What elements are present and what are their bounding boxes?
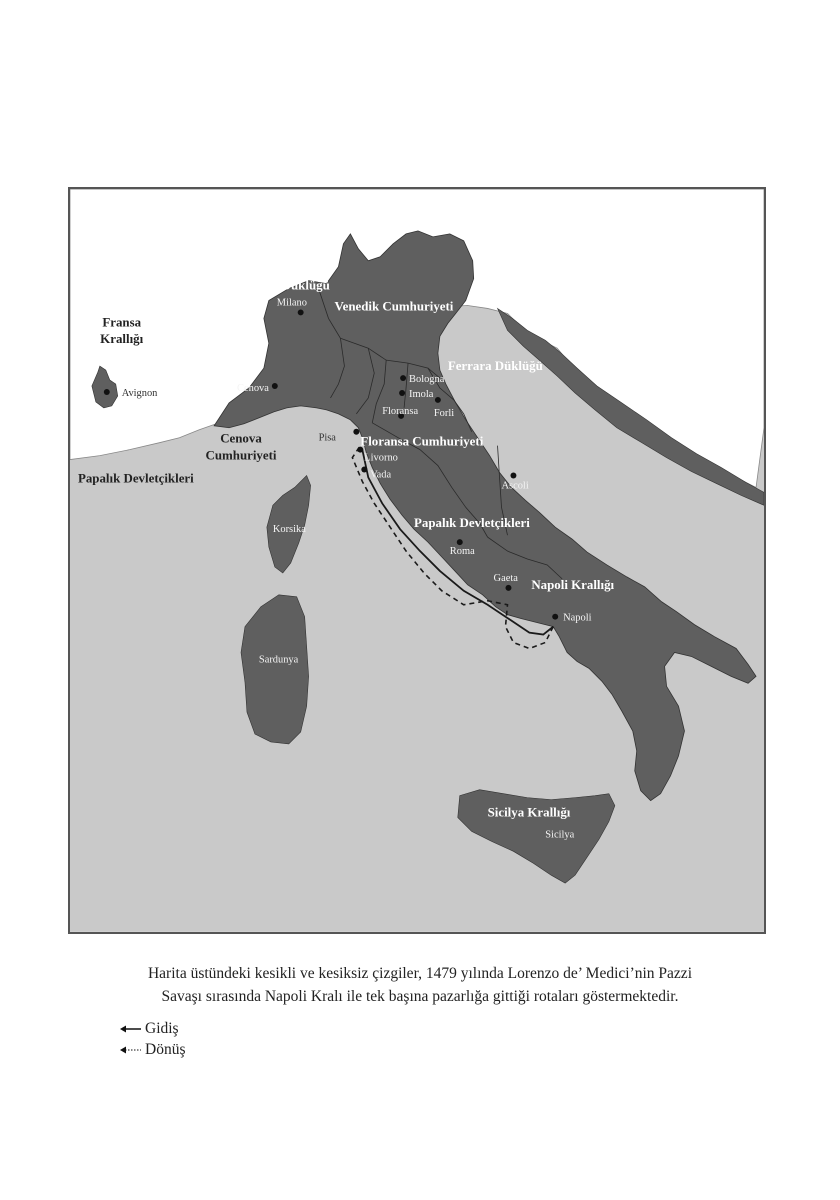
label-fransa-1: Fransa bbox=[102, 314, 142, 330]
dot-napoli bbox=[552, 614, 558, 620]
label-cenova-2: Cumhuriyeti bbox=[205, 447, 277, 463]
label-venedik: Venedik Cumhuriyeti bbox=[334, 298, 454, 314]
label-milano: Milano bbox=[276, 297, 307, 309]
dot-forli bbox=[435, 397, 441, 403]
label-ascoli: Ascoli bbox=[501, 480, 529, 492]
label-vada: Vada bbox=[370, 469, 392, 481]
legend-return-label: Dönüş bbox=[145, 1041, 186, 1058]
legend-return bbox=[120, 1039, 185, 1060]
dot-roma bbox=[457, 539, 463, 545]
label-imola: Imola bbox=[409, 388, 434, 400]
label-gaeta: Gaeta bbox=[493, 572, 518, 584]
label-roma: Roma bbox=[449, 546, 475, 558]
dot-cenova bbox=[272, 383, 278, 389]
dashed-arrow-icon bbox=[120, 1045, 142, 1055]
caption-line-2: Savaşı sırasında Napoli Kralı ile tek başına pazarlığa gittiği rotaları göstermektedir. bbox=[161, 988, 679, 1005]
dot-pisa bbox=[353, 429, 359, 435]
label-napoli-kingdom: Napoli Krallığı bbox=[531, 576, 615, 592]
caption-line-1: Harita üstündeki kesikli ve kesiksiz çizgiler, 1479 yılında Lorenzo de’ Medici’nin Pazzi bbox=[147, 965, 692, 982]
map-caption bbox=[60, 962, 780, 1008]
label-korsika: Korsika bbox=[272, 524, 306, 536]
label-sardunya: Sardunya bbox=[258, 654, 299, 666]
label-sicilya: Sicilya bbox=[545, 829, 575, 841]
map-frame bbox=[68, 187, 766, 934]
label-cenova: Cenova bbox=[237, 382, 269, 394]
dot-ascoli bbox=[510, 473, 516, 479]
label-milano-duchy: Milano Düklüğü bbox=[239, 277, 330, 293]
label-avignon: Avignon bbox=[121, 387, 158, 399]
label-cenova-1: Cenova bbox=[220, 430, 262, 446]
label-floransa-rep: Floransa Cumhuriyeti bbox=[360, 433, 484, 449]
label-papalik: Papalık Devletçikleri bbox=[414, 515, 530, 531]
dot-vada bbox=[361, 467, 367, 473]
legend-outbound-label: Gidiş bbox=[145, 1020, 179, 1037]
label-sicilya-kingdom: Sicilya Krallığı bbox=[487, 804, 571, 820]
legend-outbound bbox=[120, 1018, 185, 1039]
label-fransa-2: Krallığı bbox=[100, 331, 144, 347]
label-bologna: Bologna bbox=[409, 374, 445, 386]
label-napoli: Napoli bbox=[563, 612, 592, 624]
route-legend bbox=[120, 1018, 185, 1060]
dot-bologna bbox=[400, 375, 406, 381]
label-floransa: Floransa bbox=[382, 405, 419, 417]
label-forli: Forli bbox=[433, 407, 455, 419]
dot-avignon bbox=[104, 389, 110, 395]
dot-imola bbox=[399, 390, 405, 396]
italy-map bbox=[70, 189, 764, 932]
dot-milano bbox=[298, 309, 304, 315]
dot-gaeta bbox=[505, 585, 511, 591]
label-livorno: Livorno bbox=[364, 452, 398, 464]
label-papalik-west: Papalık Devletçikleri bbox=[77, 470, 194, 486]
label-pisa: Pisa bbox=[318, 432, 336, 444]
solid-arrow-icon bbox=[120, 1024, 142, 1034]
label-ferrara: Ferrara Düklüğü bbox=[447, 358, 543, 374]
